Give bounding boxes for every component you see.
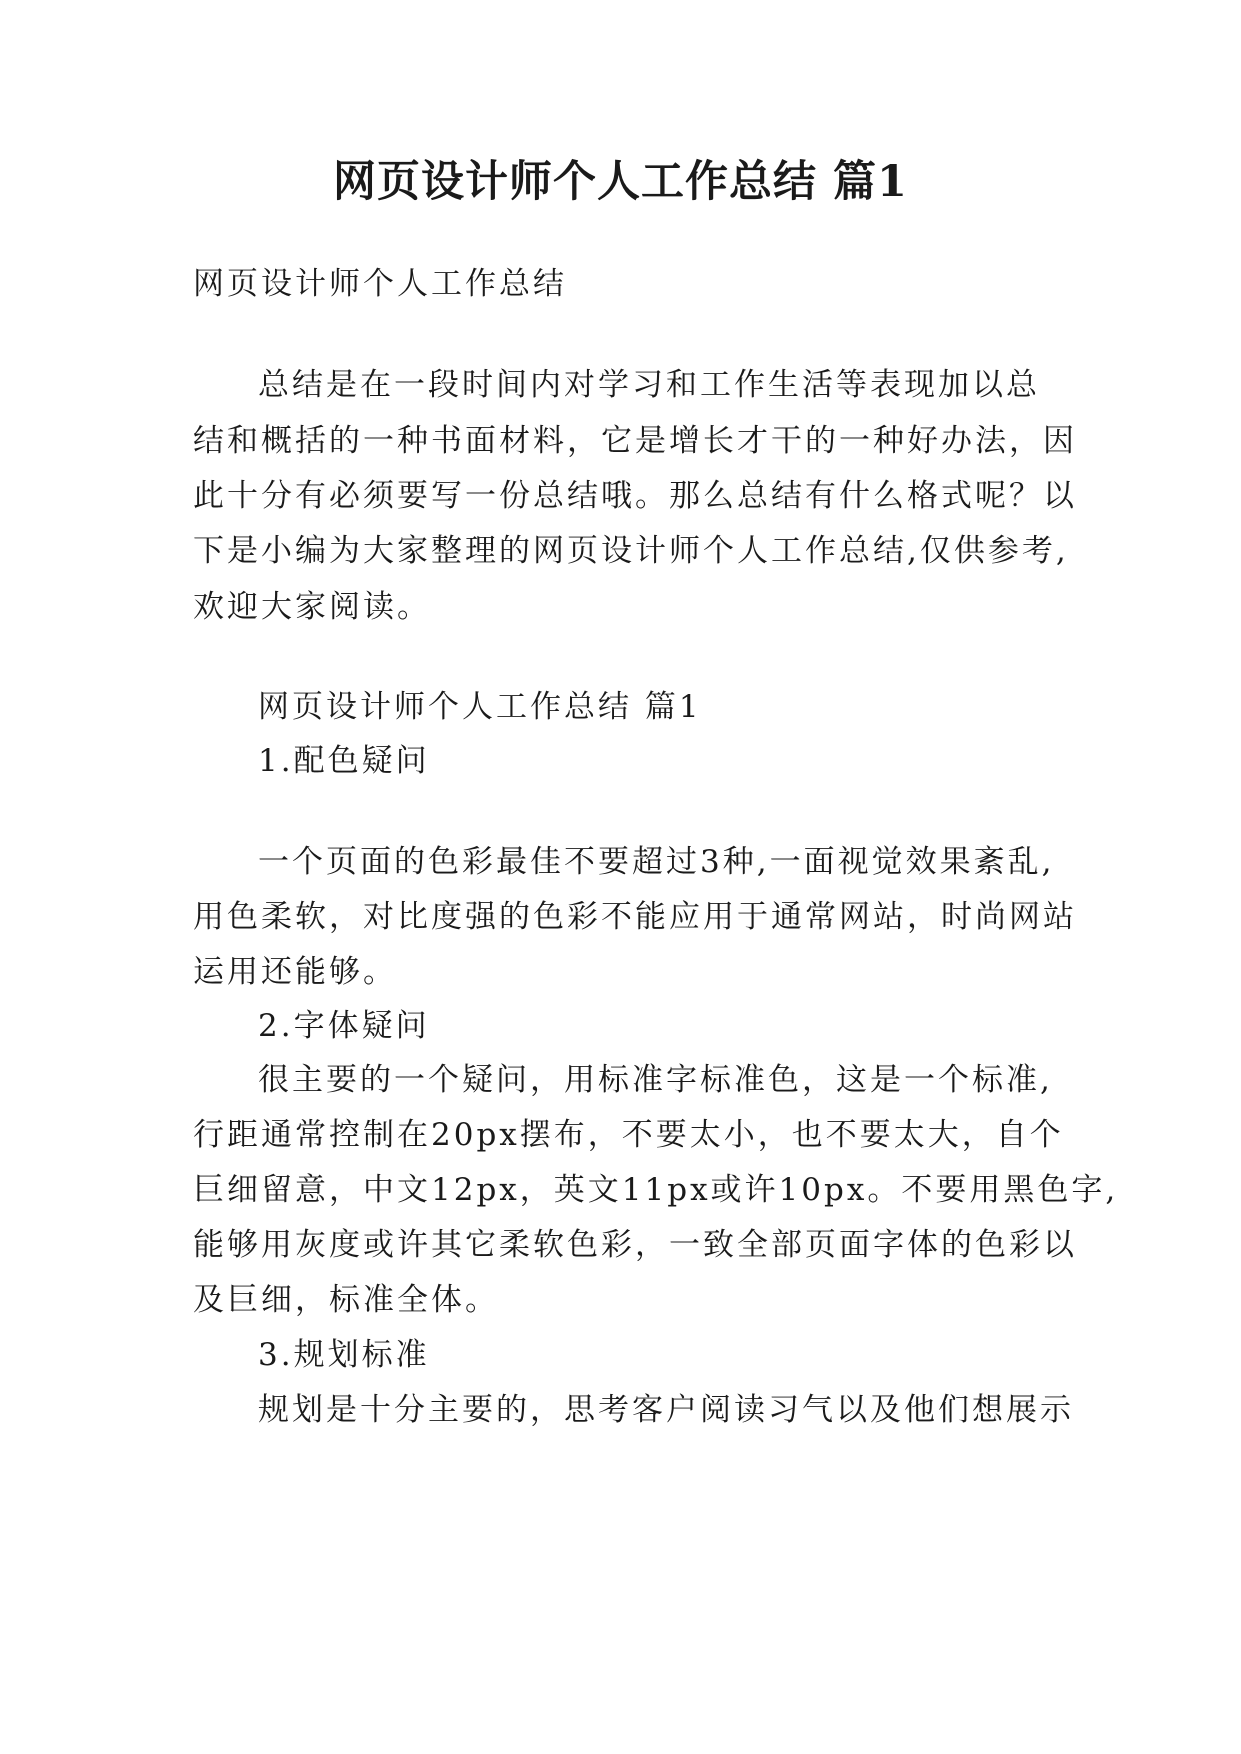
item-heading-font: 2.字体疑问 [258,1008,430,1044]
intro-line: 结和概括的一种书面材料，它是增长才干的一种好办法，因 [193,423,1077,459]
body-line: 运用还能够。 [193,954,397,990]
item-heading-color: 1.配色疑问 [258,743,430,779]
item-heading-layout: 3.规划标准 [258,1337,430,1373]
body-line: 行距通常控制在20px摆布，不要太小，也不要太大，自个 [193,1117,1064,1153]
body-line: 能够用灰度或许其它柔软色彩，一致全部页面字体的色彩以 [193,1227,1077,1263]
body-line: 规划是十分主要的，思考客户阅读习气以及他们想展示 [258,1392,1074,1428]
body-line: 巨细留意，中文12px，英文11px或许10px。不要用黑色字, [193,1172,1119,1208]
intro-line: 下是小编为大家整理的网页设计师个人工作总结,仅供参考, [193,533,1069,569]
body-line: 很主要的一个疑问，用标准字标准色，这是一个标准, [258,1062,1053,1098]
document-title: 网页设计师个人工作总结 篇1 [333,157,908,207]
document-subtitle: 网页设计师个人工作总结 [193,266,567,302]
body-line: 及巨细，标准全体。 [193,1282,499,1318]
section-heading: 网页设计师个人工作总结 篇1 [258,689,702,725]
body-line: 一个页面的色彩最佳不要超过3种,一面视觉效果紊乱, [258,844,1055,880]
intro-line: 此十分有必须要写一份总结哦。那么总结有什么格式呢？以 [193,478,1077,514]
intro-line: 欢迎大家阅读。 [193,589,431,625]
intro-line: 总结是在一段时间内对学习和工作生活等表现加以总 [258,367,1040,403]
body-line: 用色柔软，对比度强的色彩不能应用于通常网站，时尚网站 [193,899,1077,935]
